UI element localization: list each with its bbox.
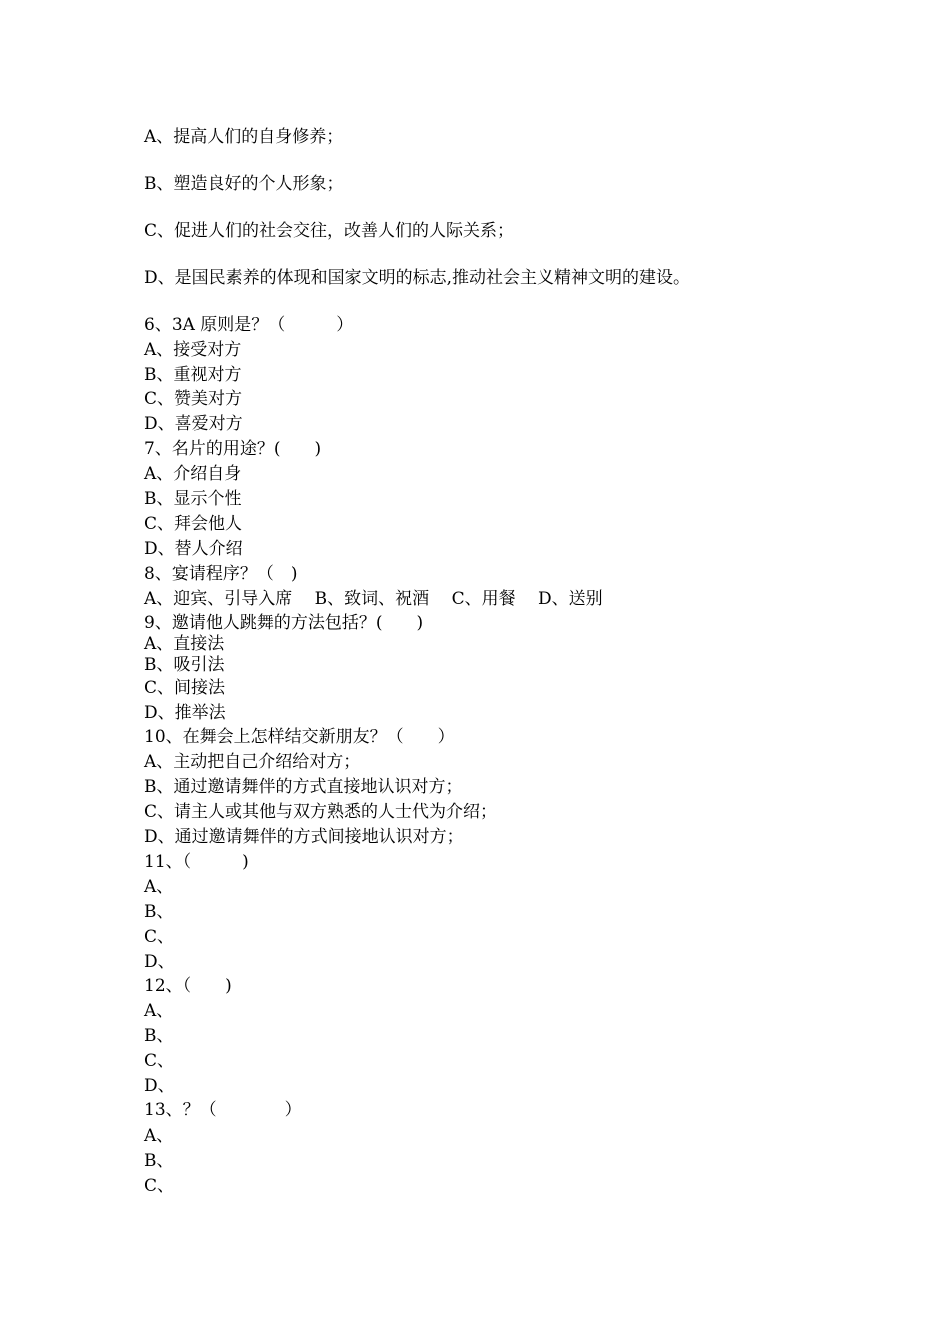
option-text: C、赞美对方 [144, 389, 243, 409]
option-text: D、通过邀请舞伴的方式间接地认识对方； [144, 827, 464, 847]
option-text: C、 [144, 927, 175, 947]
option-text: A、介绍自身 [144, 464, 242, 484]
option-text: A、迎宾、引导入席 B、致词、祝酒 C、用餐 D、送别 [144, 589, 603, 609]
question-text: 8、宴请程序？（ ) [144, 564, 298, 584]
option-text: C、 [144, 1176, 175, 1196]
option-text: D、 [144, 1076, 175, 1096]
option-text: D、是国民素养的体现和国家文明的标志,推动社会主义精神文明的建设。 [144, 268, 691, 288]
question-text: 12、（ ) [144, 976, 232, 996]
option-text: A、 [144, 1126, 174, 1146]
option-text: C、拜会他人 [144, 514, 243, 534]
option-text: B、显示个性 [144, 489, 242, 509]
option-text: D、替人介绍 [144, 539, 243, 559]
question-text: 6、3A 原则是？（ ） [144, 315, 354, 335]
option-text: D、喜爱对方 [144, 414, 243, 434]
option-text: B、 [144, 1026, 174, 1046]
option-text: A、接受对方 [144, 340, 242, 360]
question-text: 10、在舞会上怎样结交新朋友？（ ） [144, 727, 455, 747]
option-text: B、塑造良好的个人形象； [144, 174, 344, 194]
question-text: 7、名片的用途？( ) [144, 439, 322, 459]
option-text: C、请主人或其他与双方熟悉的人士代为介绍； [144, 802, 498, 822]
question-text: 13、？（ ） [144, 1100, 302, 1120]
option-text: B、 [144, 1151, 174, 1171]
option-text: D、推举法 [144, 703, 226, 723]
question-text: 9、邀请他人跳舞的方法包括？( ) [144, 613, 424, 633]
option-text: A、直接法 [144, 634, 225, 654]
option-text: C、 [144, 1051, 175, 1071]
question-text: 11、（ ) [144, 852, 249, 872]
option-text: B、吸引法 [144, 655, 225, 675]
option-text: D、 [144, 952, 175, 972]
option-text: B、通过邀请舞伴的方式直接地认识对方； [144, 777, 463, 797]
option-text: B、 [144, 902, 174, 922]
option-text: C、间接法 [144, 678, 226, 698]
option-text: B、重视对方 [144, 365, 242, 385]
option-text: A、提高人们的自身修养； [144, 127, 344, 147]
option-text: C、促进人们的社会交往，改善人们的人际关系； [144, 221, 515, 241]
option-text: A、 [144, 1001, 174, 1021]
option-text: A、 [144, 877, 174, 897]
option-text: A、主动把自己介绍给对方； [144, 752, 361, 772]
